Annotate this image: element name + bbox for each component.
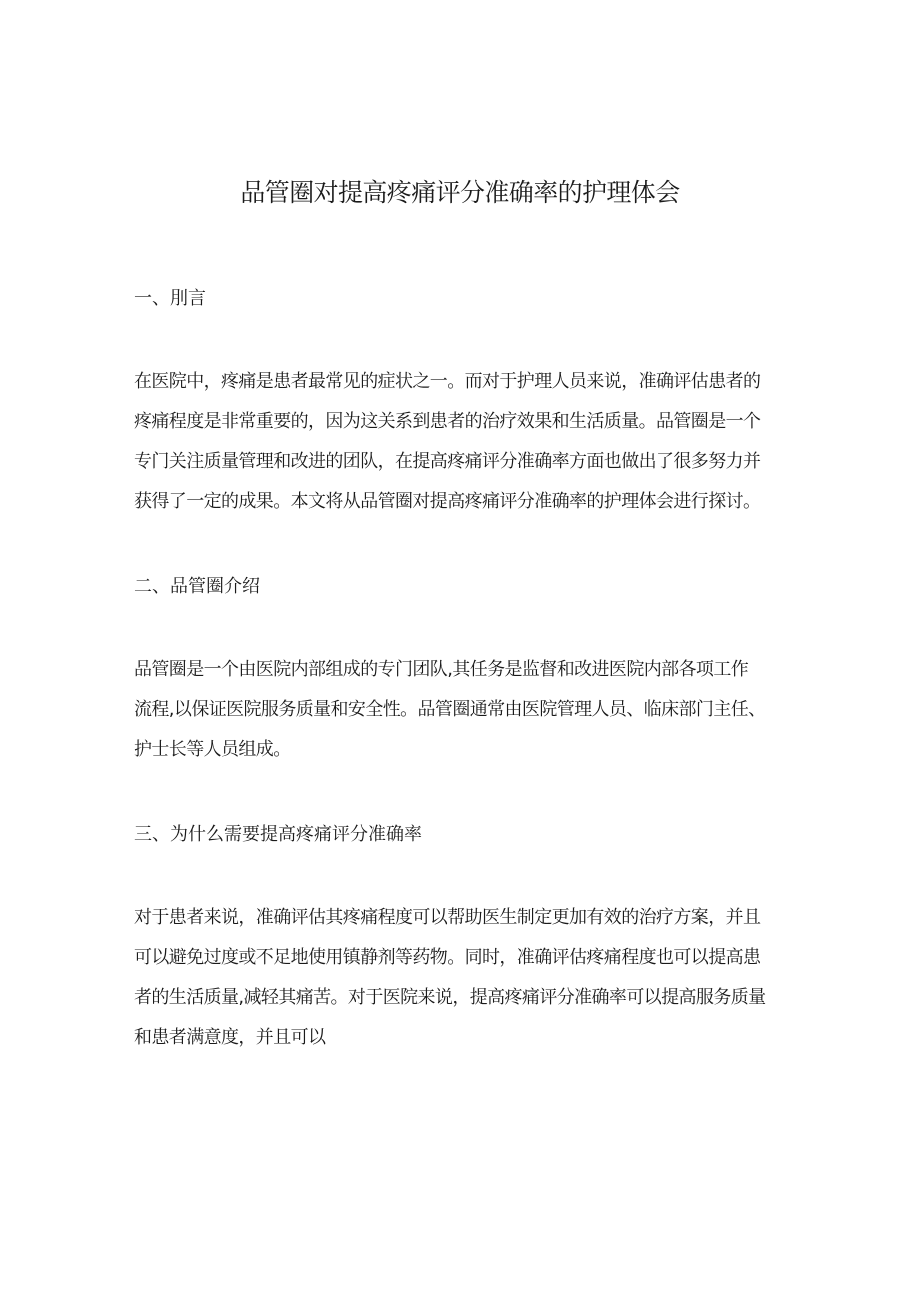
paragraph-line: 疼痛程度是非常重要的，因为这关系到患者的治疗效果和生活质量。品管圈是一个	[134, 411, 761, 432]
section-heading-rationale: 三、为什么需要提高疼痛评分准确率	[134, 824, 422, 845]
section-paragraph-rationale	[134, 898, 814, 1058]
paragraph-line: 可以避免过度或不足地使用镇静剂等药物。同时，准确评估疼痛程度也可以提高患	[134, 947, 761, 968]
paragraph-line: 和患者满意度，并且可以	[134, 1027, 326, 1048]
section-paragraph-preface	[134, 362, 814, 522]
document-title: 品管圈对提高疼痛评分准确率的护理体会	[240, 178, 680, 207]
paragraph-line: 流程,以保证医院服务质量和安全性。品管圈通常由医院管理人员、临床部门主任、	[134, 699, 766, 720]
paragraph-line: 者的生活质量,减轻其痛苦。对于医院来说，提高疼痛评分准确率可以提高服务质量	[134, 987, 766, 1008]
section-heading-introduction: 二、品管圈介绍	[134, 576, 260, 597]
paragraph-line: 获得了一定的成果。本文将从品管圈对提高疼痛评分准确率的护理体会进行探讨。	[134, 491, 761, 512]
paragraph-line: 护士长等人员组成。	[134, 739, 291, 760]
section-heading-preface: 一、刖言	[134, 288, 206, 309]
section-paragraph-introduction	[134, 650, 814, 770]
paragraph-line: 在医院中，疼痛是患者最常见的症状之一。而对于护理人员来说，准确评估患者的	[134, 371, 761, 392]
paragraph-line: 对于患者来说，准确评估其疼痛程度可以帮助医生制定更加有效的治疗方案，并且	[134, 907, 761, 928]
paragraph-line: 专门关注质量管理和改进的团队，在提高疼痛评分准确率方面也做出了很多努力并	[134, 451, 761, 472]
paragraph-line: 品管圈是一个由医院内部组成的专门团队,其任务是监督和改进医院内部各项工作	[134, 659, 749, 680]
